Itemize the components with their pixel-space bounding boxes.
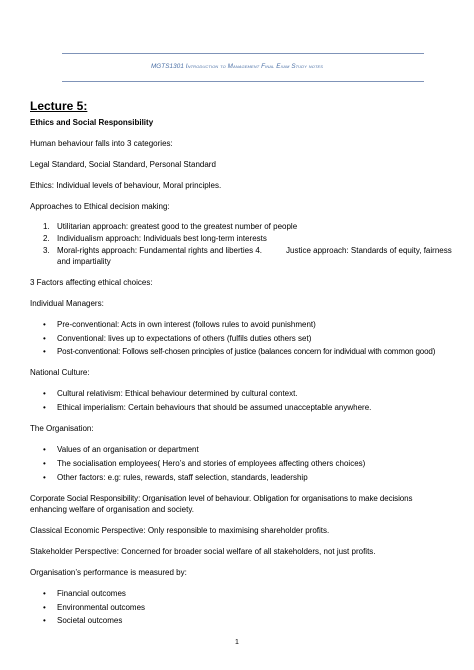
list-item-continued: Justice approach: Standards of equity, fairness [286, 246, 452, 255]
paragraph: Organisation’s performance is measured by: [30, 568, 187, 577]
list-item: Individualism approach: Individuals best long-term interests [57, 234, 267, 243]
header-rule-top [62, 53, 424, 54]
paragraph: Ethics: Individual levels of behaviour, Moral principles. [30, 181, 222, 190]
paragraph: Approaches to Ethical decision making: [30, 202, 170, 211]
bullet: • [43, 347, 46, 356]
paragraph: National Culture: [30, 368, 90, 377]
list-item: Other factors: e.g: rules, rewards, staff selection, standards, leadership [57, 473, 308, 482]
list-number: 2. [43, 234, 50, 243]
header-course-code: MGTS1301 [150, 63, 184, 70]
paragraph: Corporate Social Responsibility: Organisation level of behaviour. Obligation for organisations to make decisions [30, 494, 413, 503]
paragraph: enhancing welfare of organisation and society. [30, 505, 194, 514]
paragraph: Individual Managers: [30, 299, 104, 308]
bullet: • [43, 473, 46, 482]
list-item: Utilitarian approach: greatest good to the greatest number of people [57, 222, 298, 231]
list-item-continued: and impartiality [57, 257, 111, 266]
list-number: 1. [43, 222, 50, 231]
bullet: • [43, 459, 46, 468]
bullet: • [43, 389, 46, 398]
list-item: Moral-rights approach: Fundamental rights and liberties 4. [57, 246, 262, 255]
paragraph: Legal Standard, Social Standard, Personal Standard [30, 160, 216, 169]
page-number: 1 [235, 639, 239, 646]
list-item: The socialisation employees( Hero’s and stories of employees affecting others choices) [57, 459, 366, 468]
section-heading: Ethics and Social Responsibility [30, 118, 154, 127]
list-item: Societal outcomes [57, 616, 123, 625]
paragraph: Classical Economic Perspective: Only responsible to maximising shareholder profits. [30, 526, 330, 535]
paragraph: Stakeholder Perspective: Concerned for broader social welfare of all stakeholders, not just profits. [30, 547, 376, 556]
header-title: Introduction to Management Final Exam Study notes [185, 63, 324, 70]
list-item: Values of an organisation or department [57, 445, 199, 454]
paragraph: The Organisation: [30, 424, 94, 433]
paragraph: Human behaviour falls into 3 categories: [30, 139, 173, 148]
bullet: • [43, 403, 46, 412]
list-item: Cultural relativism: Ethical behaviour determined by cultural context. [57, 389, 298, 398]
bullet: • [43, 603, 46, 612]
running-header [0, 63, 474, 70]
header-rule-bottom [62, 81, 424, 82]
bullet: • [43, 320, 46, 329]
lecture-heading: Lecture 5: [30, 99, 88, 113]
list-item: Conventional: lives up to expectations of others (fulfils duties others set) [57, 334, 312, 343]
list-item: Environmental outcomes [57, 603, 146, 612]
bullet: • [43, 445, 46, 454]
bullet: • [43, 616, 46, 625]
list-item: Ethical imperialism: Certain behaviours that should be assumed unacceptable anywhere. [57, 403, 372, 412]
list-item: Pre-conventional: Acts in own interest (follows rules to avoid punishment) [57, 320, 316, 329]
list-item: Financial outcomes [57, 589, 126, 598]
list-item: Post-conventional: Follows self-chosen principles of justice (balances concern for individual with common good) [57, 347, 436, 356]
bullet: • [43, 334, 46, 343]
bullet: • [43, 589, 46, 598]
list-number: 3. [43, 246, 50, 255]
paragraph: 3 Factors affecting ethical choices: [30, 278, 153, 287]
